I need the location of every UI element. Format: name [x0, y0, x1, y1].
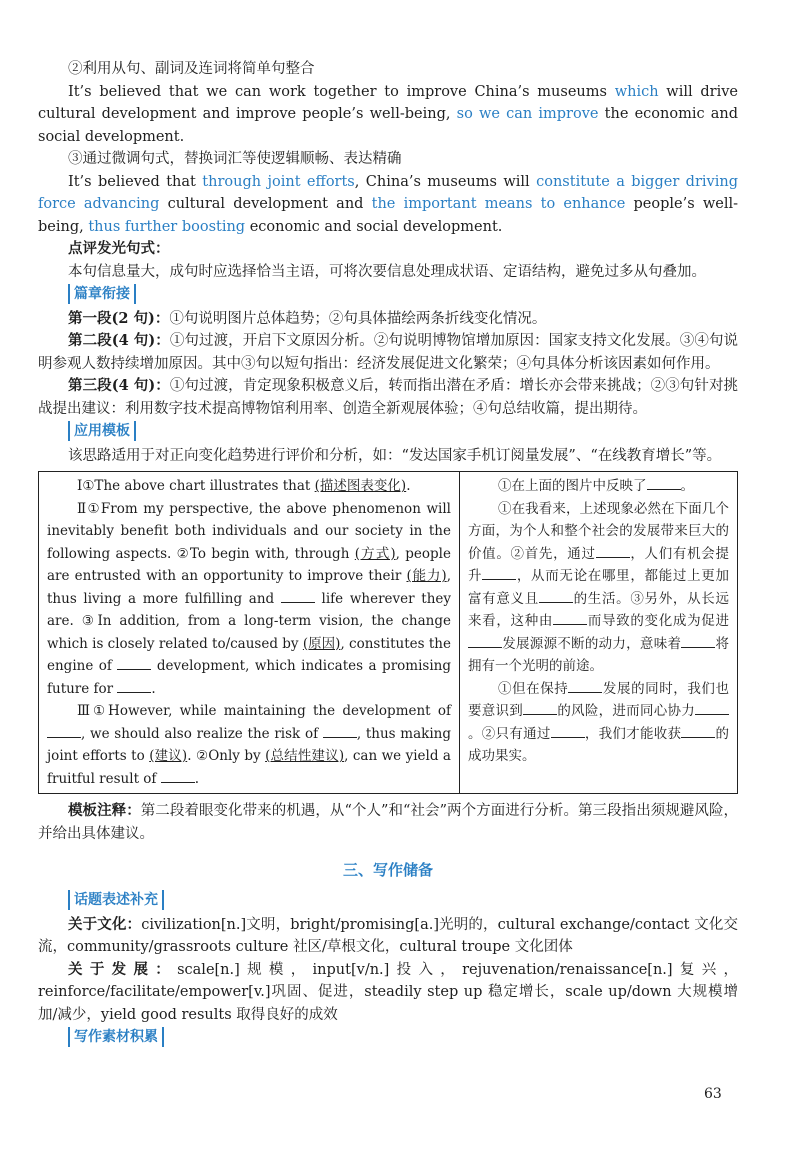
- comment-title: 点评发光句式：: [68, 240, 170, 257]
- structure-para-1: 第一段(2 句)：①句说明图片总体趋势；②句具体描绘两条折线变化情况。: [68, 309, 547, 327]
- blank: [539, 588, 573, 603]
- blank: [47, 723, 81, 738]
- section-tag-structure: 篇章衔接: [68, 284, 136, 304]
- en-para-2: Ⅱ①From my perspective, the above phenomenon will inevitably benefit both individuals and our society in the following aspects. ②To begin with, through (方式), people are entrusted with an opportunity to improve their (能力), thus living a more fulfilling and life wherever they are. ③In addition, from a long-term vision, the change which is closely related to/caused by (原因), constitutes the engine of development, which indicates a promising future for .: [47, 500, 452, 697]
- template-table: [38, 471, 738, 794]
- blank: [523, 700, 557, 715]
- blank: [553, 610, 587, 625]
- template-intro: 该思路适用于对正向变化趋势进行评价和分析，如：“发达国家手机订阅量发展”、“在线教育增长”等。: [68, 447, 722, 464]
- en-para-1: Ⅰ①The above chart illustrates that (描述图表变化).: [77, 478, 411, 494]
- blank: [161, 768, 195, 783]
- blank: [568, 678, 602, 693]
- blank: [323, 723, 357, 738]
- section-tag-topic-expressions: 话题表述补充: [68, 890, 164, 910]
- vocab-culture: 关于文化：civilization[n.]文明，bright/promising[a.]光明的，cultural exchange/contact 文化交流，community/grassroots culture 社区/草根文化，cultural troupe 文化团体: [38, 915, 738, 955]
- blank: [281, 588, 315, 603]
- blank: [482, 565, 516, 580]
- blank: [695, 700, 729, 715]
- sentence-merged: It’s believed that we can work together to improve China’s museums which will drive cultural development and improve people’s well-being, so we can improve the economic and social development.: [38, 83, 738, 145]
- section-tag-materials: 写作素材积累: [68, 1027, 164, 1047]
- cn-para-3: ①但在保持 发展的同时，我们也要意识到 的风险，进而同心协力。②只有通过 ，我们才能收获 的成功果实。: [468, 678, 729, 768]
- page-number: 63: [704, 1086, 722, 1102]
- comment-text: 本句信息量大，成句时应选择恰当主语，可将次要信息处理成状语、定语结构，避免过多从句叠加。: [68, 263, 706, 280]
- blank: [468, 633, 502, 648]
- cn-para-2: ①在我看来，上述现象必然在下面几个方面，为个人和整个社会的发展带来巨大的价值。②首先，通过 ，人们有机会提升 ，从而无论在哪里，都能过上更加富有意义且 的生活。③另外，从长远来看，这种由 而导致的变化成为促进发展源源不断的动力，意味着 将拥有一个光明的前途。: [468, 500, 730, 674]
- page-content: [38, 58, 738, 1051]
- template-note: 模板注释：第二段着眼变化带来的机遇，从“个人”和“社会”两个方面进行分析。第三段指出须规避风险，并给出具体建议。: [38, 802, 738, 842]
- cn-para-1: ①在上面的图片中反映了 。: [468, 475, 729, 498]
- sentence-refined: It’s believed that through joint efforts, China’s museums will constitute a bigger driving force advancing cultural development and the important means to enhance people’s well-being, thus further boosting economic and social development.: [38, 173, 738, 235]
- template-english: [39, 472, 460, 794]
- blank: [117, 655, 151, 670]
- template-chinese: [460, 472, 738, 794]
- structure-para-3: 第三段(4 句)：①句过渡，肯定现象积极意义后，转而指出潜在矛盾：增长亦会带来挑战；②③句针对挑战提出建议：利用数字技术提高博物馆利用率、创造全新观展体验；④句总结收篇，提出期待。: [38, 377, 739, 417]
- blank: [681, 723, 715, 738]
- heading-clause-merge: ②利用从句、副词及连词将简单句整合: [68, 61, 315, 77]
- blank: [117, 678, 151, 693]
- blank: [596, 543, 630, 558]
- section-tag-template: 应用模板: [68, 421, 136, 441]
- structure-para-2: 第二段(4 句)：①句过渡，开启下文原因分析。②句说明博物馆增加原因：国家支持文化发展。③④句说明参观人数持续增加原因。其中③句以短句指出：经济发展促进文化繁荣；④句具体分析该因素如何作用。: [38, 332, 739, 372]
- blank: [681, 633, 715, 648]
- en-para-3: Ⅲ①However, while maintaining the development of , we should also realize the risk of , thus making joint efforts to (建议). ②Only by (总结性建议), can we yield a fruitful result of .: [47, 703, 451, 787]
- section-title-writing-prep: 三、写作储备: [342, 861, 433, 879]
- heading-fine-tune: ③通过微调句式，替换词汇等使逻辑顺畅、表达精确: [68, 151, 402, 167]
- vocab-development: 关于发展：scale[n.]规模，input[v/n.]投入，rejuvenation/renaissance[n.]复兴，reinforce/facilitate/empower[v.]巩固、促进，steadily step up 稳定增长，scale up/down 大规模增加/减少，yield good results 取得良好的成效: [38, 960, 739, 1023]
- blank: [551, 723, 585, 738]
- blank: [647, 475, 681, 490]
